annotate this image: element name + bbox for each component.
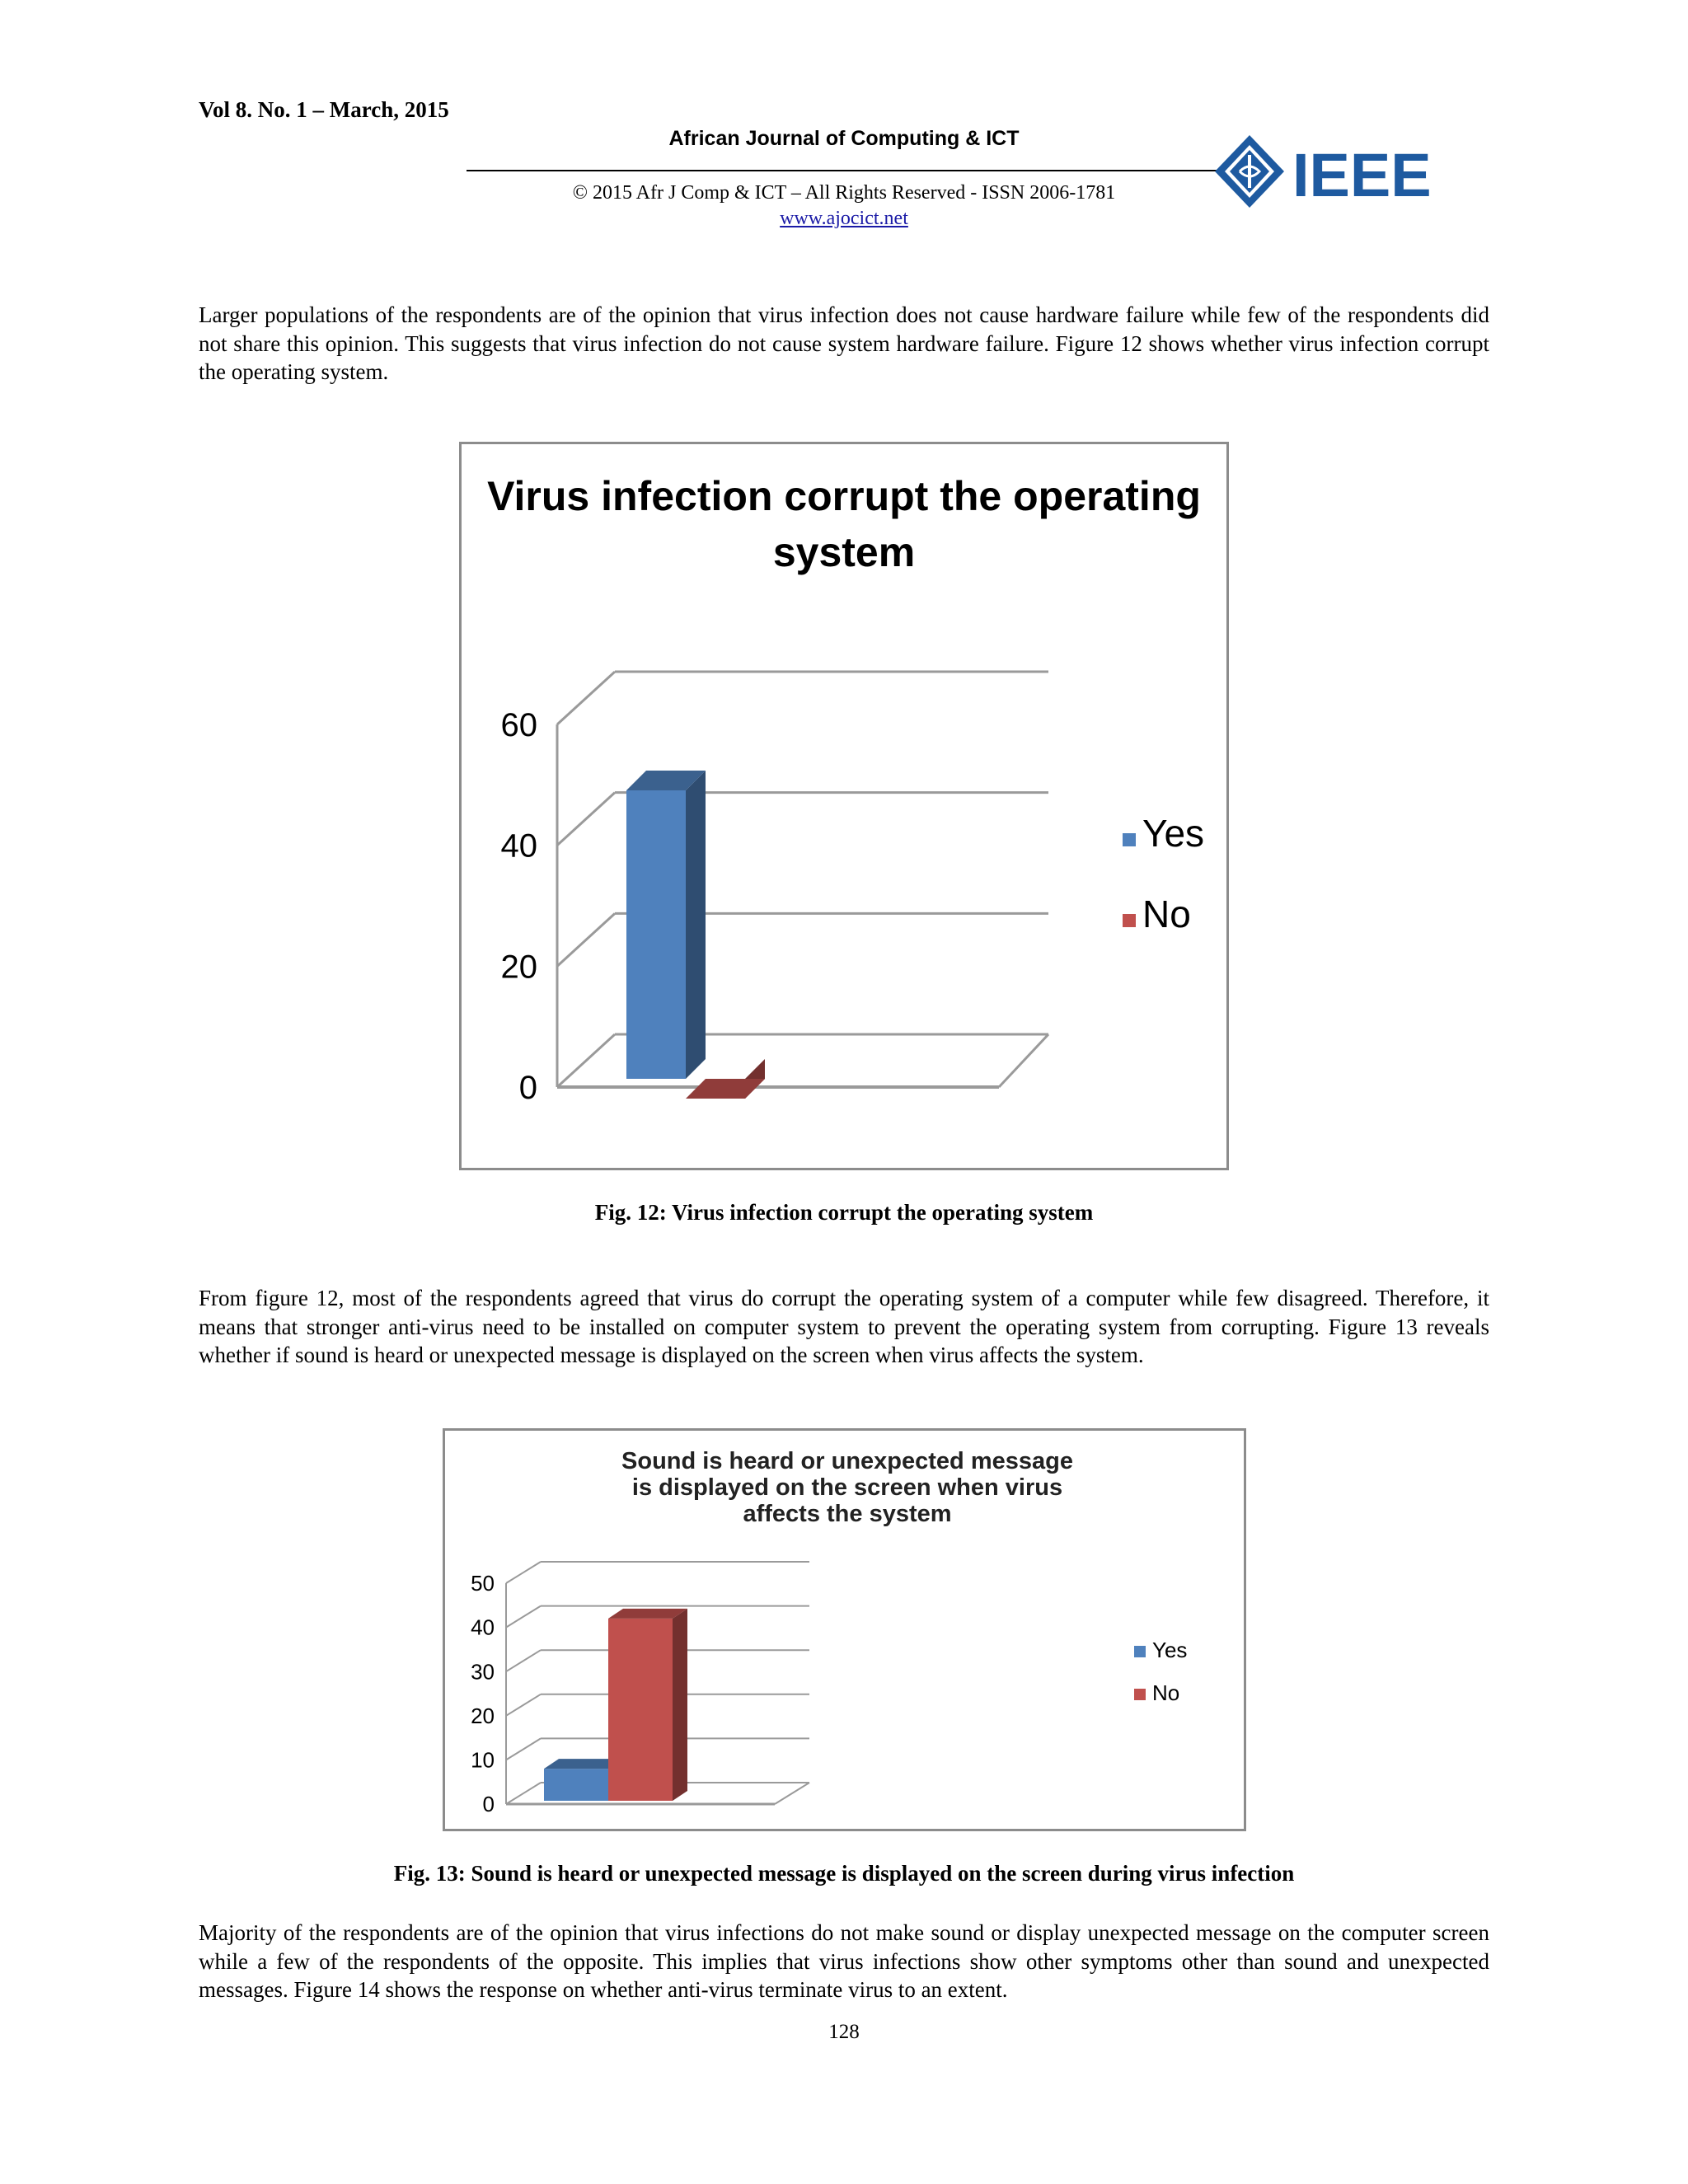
figure-12-svg <box>462 444 1226 1168</box>
y-tick-label: 50 <box>471 1571 495 1596</box>
bar-front <box>544 1769 608 1801</box>
gridline-diag <box>557 913 615 966</box>
copyright-line: © 2015 Afr J Comp & ICT – All Rights Reserved - ISSN 2006-1781 <box>572 182 1116 204</box>
y-tick-label: 10 <box>471 1747 495 1773</box>
bar-front <box>608 1619 673 1801</box>
legend-label-no: No <box>1152 1680 1180 1705</box>
figure-13-caption: Fig. 13: Sound is heard or unexpected message is displayed on the screen during virus infection <box>393 1861 1295 1886</box>
gridline-diag <box>506 1606 541 1628</box>
bar-top <box>686 1079 765 1099</box>
bar-yes <box>626 771 706 1079</box>
bar-side <box>686 771 706 1079</box>
y-tick-label: 20 <box>471 1703 495 1728</box>
paragraph-2: From figure 12, most of the respondents agreed that virus do corrupt the operating system of a computer while few disagreed. Therefore, it means that stronger anti-virus need to be installed on computer system to prevent the operating system from corrupting. Figure 13 reveals whether if sound is heard or unexpected message is displayed on the screen when virus affects the system. <box>199 1286 1489 1367</box>
gridline-diag <box>557 1034 615 1087</box>
legend-swatch-no <box>1123 914 1136 927</box>
legend-swatch-yes <box>1134 1646 1146 1657</box>
chart1-title-line1: Virus infection corrupt the operating <box>487 473 1201 519</box>
y-tick-label: 40 <box>471 1615 495 1640</box>
legend-label-yes: Yes <box>1152 1638 1188 1662</box>
volume-info: Vol 8. No. 1 – March, 2015 <box>199 97 449 122</box>
gridline-diag <box>506 1562 541 1583</box>
figure-13-chart <box>443 1428 1246 1831</box>
y-tick-label: 20 <box>500 949 537 986</box>
figure-12-chart <box>459 442 1229 1170</box>
gridline-diag <box>506 1650 541 1671</box>
bar-front <box>626 790 686 1079</box>
y-tick-label: 30 <box>471 1659 495 1685</box>
journal-url-link[interactable]: www.ajocict.net <box>780 208 908 229</box>
floor-diag <box>999 1034 1048 1087</box>
ieee-logo-text: IEEE <box>1292 141 1432 209</box>
chart1-title-line2: system <box>772 529 916 575</box>
journal-title: African Journal of Computing & ICT <box>668 127 1020 150</box>
y-tick-label: 60 <box>500 707 537 743</box>
page-number: 128 <box>828 2021 860 2043</box>
legend-swatch-yes <box>1123 833 1136 846</box>
legend-swatch-no <box>1134 1689 1146 1700</box>
bar-no <box>608 1609 687 1801</box>
header-rule <box>467 170 1246 171</box>
gridline-diag <box>506 1738 541 1760</box>
y-tick-label: 0 <box>518 1070 537 1106</box>
y-tick-label: 40 <box>500 827 537 865</box>
chart2-title-line1: Sound is heard or unexpected message <box>621 1448 1073 1474</box>
paragraph-1: Larger populations of the respondents are of the opinion that virus infection does not cause hardware failure while few of the respondents did not share this opinion. This suggests that virus infection do not cause system hardware failure. Figure 12 shows whether virus infection corrupt the operating system. <box>199 302 1489 384</box>
ieee-logo <box>1213 132 1432 211</box>
y-tick-label: 0 <box>482 1792 495 1817</box>
paragraph-3: Majority of the respondents are of the opinion that virus infections do not make sound or display unexpected message on the computer screen while a few of the respondents of the opposite. This implies that virus infections show other symptoms other than sound and unexpected messages. Figure 14 shows the response on whether anti-virus terminate virus to an extent. <box>199 1920 1489 2002</box>
gridline-diag <box>506 1783 541 1804</box>
legend-label-no: No <box>1142 893 1191 935</box>
floor-diag <box>775 1783 809 1804</box>
bar-side <box>673 1609 687 1801</box>
gridline-diag <box>506 1694 541 1716</box>
figure-13-svg <box>445 1431 1244 1829</box>
gridline-diag <box>557 793 615 846</box>
chart2-title-line2: is displayed on the screen when virus <box>631 1474 1063 1501</box>
gridline-diag <box>557 672 615 724</box>
legend-label-yes: Yes <box>1142 812 1205 855</box>
chart2-title-line3: affects the system <box>743 1501 952 1527</box>
figure-12-caption: Fig. 12: Virus infection corrupt the operating system <box>594 1200 1094 1225</box>
